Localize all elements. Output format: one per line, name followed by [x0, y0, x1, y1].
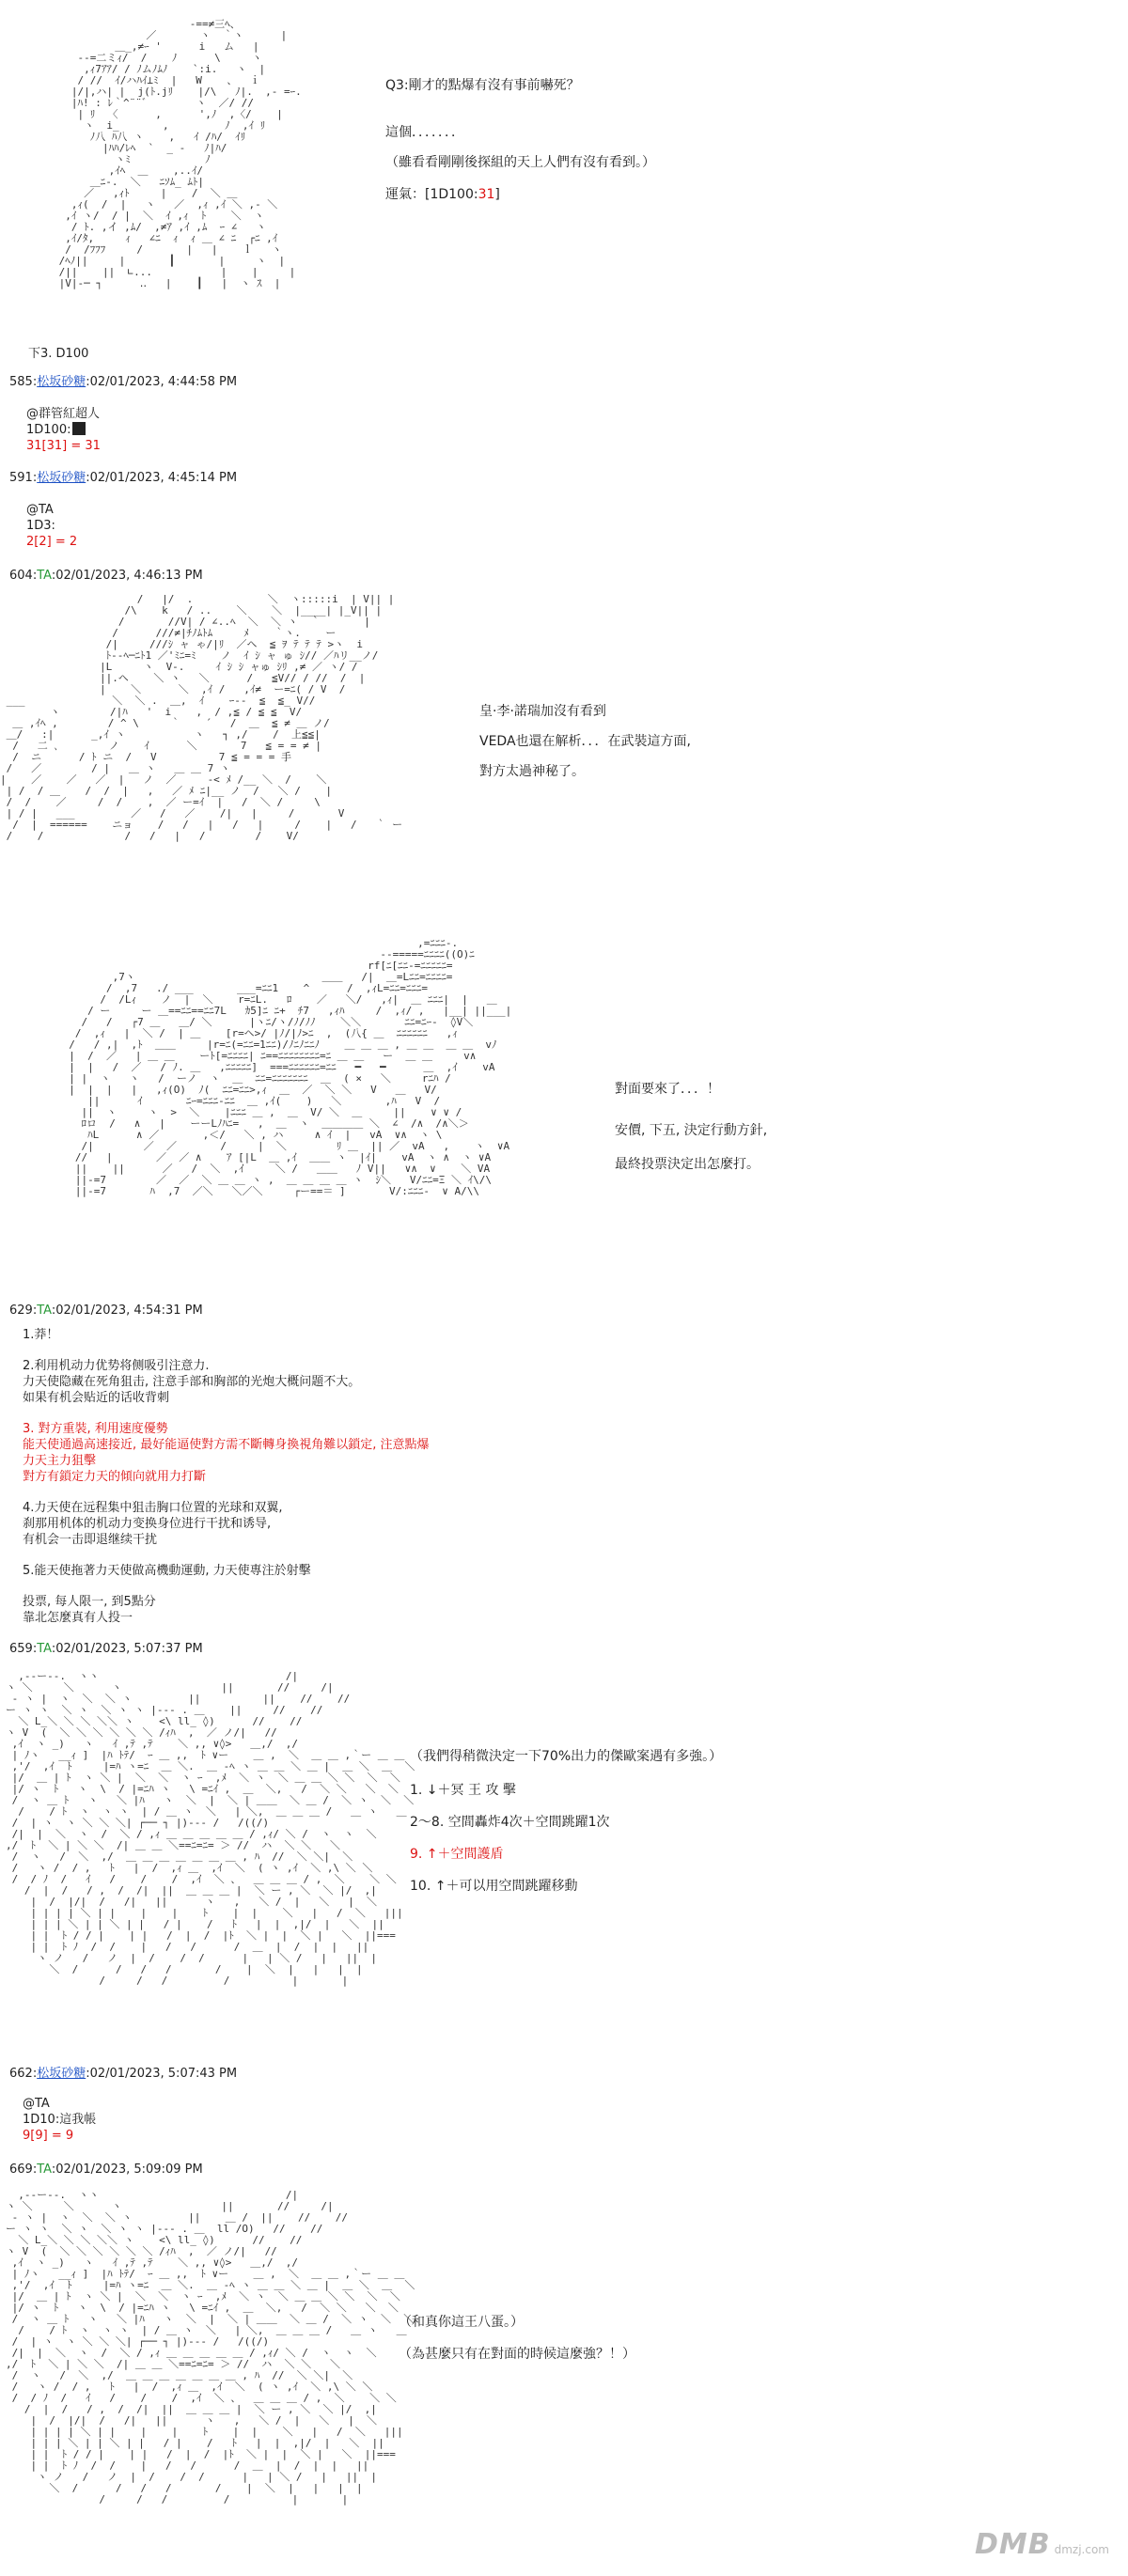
post662-roll: 1D10:這我帳: [23, 2113, 97, 2127]
post-author: TA: [37, 569, 52, 583]
post-header-659: 659:TA:02/01/2023, 5:07:37 PM: [9, 1642, 203, 1656]
option-3c: 力天主力狙擊: [23, 1454, 97, 1468]
post-header-669: 669:TA:02/01/2023, 5:09:09 PM: [9, 2162, 203, 2177]
q3-note: （雖看看剛剛後探組的天上人們有沒有看到。）: [385, 155, 655, 170]
option-4b: 刹那用机体的机动力变换身位进行干扰和诱导,: [23, 1517, 272, 1531]
vote-comment: 靠北怎麼真有人投一: [23, 1611, 133, 1625]
post669-line-1: （和真你這王八蛋。）: [399, 2315, 524, 2330]
post591-mention: @TA: [26, 503, 54, 517]
option-3d: 對方有鎖定力天的傾向就用力打斷: [23, 1470, 207, 1484]
post-header-629: 629:TA:02/01/2023, 4:54:31 PM: [9, 1304, 203, 1318]
ascii-art-character-2: / |/ . ＼ ヽ:::::i | V|| | /\ k / .. ＼ ＼ |____| |_V|| | / //V| / ∠..ﾍ ＼ ＼ ヽ ｀ | / ///≠|ﾁﾉﾑﾄﾑ ﾒ ｀ヽ. ー /| ///ｼ ャ ゃ/|ﾘ ／ヘ ≦ ｦ ﾃ ﾃ ﾃ >ヽ i ﾄ--ﾍ─ﾆﾄ1 ／'ﾐﾆ=ﾐ ノ ｲ ｼ ャ ゅ ｼ// ／ﾊリ__ノ/ |L ヽ V-. ｲ ｼ ｼ ャゅ ｼﾘ ,≠ ／ ヽ/ / ||.ヘ ＼ ヽ ＼ / ≦V// / // / | | ＼ ＼ ,ｲ / ,ｲ≠ ー=ﾆ( / V / ___ ＼ ＼ . ＿, ｲ ｰ-- ≦ ≦_ V// ヽ /|ﾊ ' i , / ,≦ / ≦ ≦ V/ ＿ ,ｲﾍ , / ^ \ ｀ ´ / ＿ ≦ ≠ ＿ ノ/ ＿/ :| _,ｲ ヽ ヽ ┐ ,/ / 上≦≦| / 二 ､ ノ ｲ ＼ 7 ≦ = = ≠ | / ニ / ﾄ ニ / V 7 ≦ = = = 手 / ／ / | ＿ ヽ ＿ ＿ 7 ヽ | ／ ／ ／ | ノ ／ -< ﾒ /__ ＼ / ＼ | / / ＿ / / | , ／ ﾒ ﾆ|__ ノ / ＼ / | / / ／ / / , ／ ー=ｲ | / ＼ / \ | / | ___ ／ / ／ /| | / V / | ====== ニョ / / | / | / | / ｀ ー / / / / | / / V/: [0, 593, 403, 842]
option-3b: 能天使通過高速接近, 最好能逼使對方需不斷轉身換視角難以鎖定, 注意點爆: [23, 1438, 430, 1452]
option-5: 5.能天使拖著力天使做高機動運動, 力天使專注於射擊: [23, 1564, 311, 1578]
post-author-link[interactable]: 松坂砂糖: [37, 471, 86, 485]
post585-roll: 1D100:: [26, 422, 101, 438]
option-2c: 如果有机会贴近的话收背刺: [23, 1391, 170, 1405]
post585-mention: @群管紅超人: [26, 407, 101, 421]
post591-result: 2[2] = 2: [26, 535, 78, 549]
watermark-logo: [975, 2528, 1109, 2561]
enemy-line-2: 安價, 下五, 決定行動方針,: [615, 1123, 768, 1138]
option-2a: 2.利用机动力优势将侧吸引注意力.: [23, 1359, 210, 1373]
post659-line-2: 1. ↓＋冥 王 攻 擊: [410, 1783, 516, 1798]
ascii-art-character-3: ,--ー--. ヽヽ /| ヽ ＼ ＼ ヽ || // /| ‐ ヽ | ヽ ＼ ＼ ヽ || || // // ー ヽ ヽ ＼ ヽ ＼ ヽ ヽ |-‐- . ＿ || // // ＼ L_＼ ＼ ＼ ＼＼ ヽ <\ ll_ ◊) // // ヽ V ( ＼ ＼ ＼ ＼ ＼ ＼ /ｨﾊ , ／ ノ/| // ,ｲ ヽ _) ヽ ｲ ,ﾃ ,ﾃ ＼ ,, ∨◊> ＿,/ ,/ | ﾉヽ __ｨ ] |ﾊ ﾄﾃ/ ｰ ＿ ,, ﾄ ∨ー ＿ , ＼ ＿ ＿ ,｀ー ＿ ＿ ,'/ ,ｲ ﾄ |=ﾊ ヽ=ﾆ ＿ ＼. ＿ -ﾍ ヽ ＿ ＿ ＼ ＿ | ＿ ＼ ＿ ＼ |/ ＿ | ﾄ ヽ ＼ | ＼ ＼ ヽ ｰ ,ﾒ ＼ ヽ ＼ ＿ ＿ ＼ ＼ ＼ ＼ |/ ヽ ﾄ ヽ \ / |=ﾆﾊ ヽ \ =ﾆｲ , ＿ ＼, / ＼ ＼ ＼ ＼ / ヽ ＿ ﾄ ヽ ＼ |ﾊ ヽ ＼ | ＼ | ＿＿ ＼ ＿ / ＼ ヽ ＼ ＼ / / ﾄ ヽ ヽ ヽ | / ＿ ヽ ＼ | ＼, ＿ ＿ ＿ / ＿ ヽ ＿ / | ヽ ヽ ＼ ＼ ＼| ┌── ┐ |)--- / /((/) /| | ＼ ヽ / ＼ / ,ｨ ＿ ＿ ＿ ＿ ＿ / ,ｨ/ ＼ / ヽ ヽ ＼ ,/ ﾄ ＼ | ＼ ＼ /| ＿ ＿ ＼==ﾆ=ﾆ= ＞ // ハ ＼ ＼ ＼ / ヽ / ＼ ,/ ＿ ＿ ＿ ＿ ＿ ＿ ＿ , ﾊ // ＼ ＼| ＼ / ヽ / / , ﾄ | / ,ｨ ＿ ,ｲ ＼ ( ヽ ,ｲ ＼ ,\ ＼ ＼ / / ﾉ / ｲ / / / ,ｲ ＼ 、 ＿ ＿ ＿ / , ＼ ＼ ＼ / | / / , / /| || ＿ ＿ ＿ | ＼ ー , ＼ ＼ |/ ,| | / |/| / /| || ヽ , ＼ / | ＼ | ＼ | | | | ＼ | | | | ﾄ | | ＼ | / ＼ ||| | | | ＼ | | ＼ | | / | / ﾄ | | ,|/ | ＼ || | | ﾄ / / | | | / | / |ﾄ ＼ | | ＼ | ＼ ||=== | | ﾄ ﾉ / / | / / / ＿ | / | | || ヽ ノ / ノ | / / / | | ＼ / | || | ＼ / / / / / | ＼ | | | | / / / / | |: [6, 1670, 415, 1987]
post-author: TA: [37, 1642, 52, 1656]
post-header-591: 591:松坂砂糖:02/01/2023, 4:45:14 PM: [9, 471, 238, 485]
q3-luck: 運氣：[1D100:31]: [385, 187, 500, 202]
vote-instruction: 投票, 每人限一, 到5點分: [23, 1595, 156, 1609]
post-author-link[interactable]: 松坂砂糖: [37, 2067, 86, 2081]
post-author: TA: [37, 2162, 52, 2177]
post604-line-1: 皇·李·諾瑞加沒有看到: [479, 704, 606, 719]
post-author-link[interactable]: 松坂砂糖: [37, 375, 86, 389]
q3-question: Q3:剛才的點爆有沒有事前嚇死？: [385, 78, 580, 93]
post585-result: 31[31] = 31: [26, 439, 101, 453]
post-header-662: 662:松坂砂糖:02/01/2023, 5:07:43 PM: [9, 2067, 238, 2081]
post-author: TA: [37, 1304, 52, 1318]
post591-roll: 1D3:: [26, 519, 55, 533]
option-3a: 3. 對方重裝, 利用速度優勢: [23, 1422, 168, 1436]
post604-line-3: 對方太過神秘了。: [479, 764, 585, 779]
post662-result: 9[9] = 9: [23, 2129, 74, 2143]
post659-line-red: 9. ↑＋空間護盾: [410, 1847, 504, 1862]
ascii-art-mecha-1: ,=ﾆﾆﾆ-. --=====ﾆﾆﾆﾆ((O)ﾆ rf[ﾆ[ﾆﾆ-=ﾆﾆﾆﾆﾆ= ,7ヽ ＿＿ /| ＿=Lﾆﾆ=ﾆﾆﾆﾆ= / ,7 ./ ___ ___=ﾆﾆ1 ^ / ,ｨL=ﾆﾆ=ﾆﾆﾆ= / /Lｨ ノ | ＼ r=ﾆL. ﾛ ／ ＼/ ,ｨ| ＿ ﾆﾆﾆ| | ＿ / ー ー ＿==ﾆﾆ==ﾆﾆ7L ｶ5]ﾆ ﾆ+ ﾁ7 ,ｨﾊ / ,ｨ/ , |__| ||___| / / ┌7 ＿ ＿/ ＼ |ヽﾆ/ヽ/ﾉ/ﾉﾉ ＼＼ ﾆﾆ=ﾆｰ- ◊V＼ / ,ｨ | ＼ / | ＿ [r=ヘ>/ |ﾉ/|ﾉ>ﾆ , (八{ ＿ ﾆﾆﾆﾆﾆﾆ ,ｨ / / ,| ,ﾄ ＿＿ |r=ﾆ(=ﾆﾆ=1ﾆﾆ)/ﾉﾆﾉﾆﾆﾉ ＿ ＿ ＿ , ＿ ＿ ＿ ＿ vﾉ | / ／ | ＿ ＿ ーﾄ[=ﾆﾆﾆﾆ| ﾆ==ﾆﾆﾆﾆﾆﾆﾆﾆ=ﾆ ＿ ＿ ー ＿ ＿ v∧ | | / ／ / ﾉ. ＿ ,ﾆﾆﾆﾆﾆ] ===ﾆﾆﾆﾆﾆﾆ=ﾆﾆ ━ ━ ＿ ,ｲ vA | | ヽ ヽ / ーノ ヽ ＿ ﾆﾆ=ﾆﾆﾆﾆﾆﾆﾆ ＿ ( × ＼ rﾆﾊ / | | | | ,ｨ(O) ﾉ( ﾆﾆ=ﾆﾆ>,ｨ ＿ ／ ＼ ＼ V ＿ V/ || ｲ ﾆｰ=ﾆﾆﾆ-ﾆﾆ ＿ ,ｲ( ) ＼ ,ﾊ V / || ヽ ヽ > ＼ |ﾆﾆﾆ ＿ , ＿ V/ ＼ ＿ || ∨ ∨ / ﾛロ / ∧ | ーーLﾉﾊﾆ= , ＿ ヽ ＿＿＿＿ ＼ ∠ /∧ /∧＼＞ ﾊL ∧ ／ ,＜/ ＼ , ハ ∧ ｲ | vA ∨∧ ヽ \ /| ／ ／ / | ＼ ﾘ ＿ || ／ vA , ヽ ∨A // | ／ ／ ∧ ｱ [|L ＿ ,ｲ ＿＿ ヽ |ｲ| vA ヽ ∧ ヽ ∨A || || ／ / ＼ ,ｲ ＼ / ＿＿ ﾉ V|| ∨∧ ∨ ＼ VA ||-=7 ／ ／ ＼ ＿ ＿ ヽ , ＿ ＿ ＿ ＿ ヽ ｼ＼ V/ﾆﾆ=Ξ ＼ ｲ\/\ ||-=7 ﾊ ,7 ／＼ ＼／＼ ┌ー==＝ ] V/:ﾆﾆﾆ- ∨ A/\\: [69, 937, 512, 1197]
dice-icon: [72, 422, 86, 435]
ascii-art-character-4: ,--ー--. ヽヽ /| ヽ ＼ ＼ ヽ || // /| ‐ ヽ | ヽ ＼ ＼ ヽ || ＿ / || // // ー ヽ ヽ ＼ ヽ ＼ ヽ ヽ |-‐- . ＿ ll /O) // // ＼ L_＼ ＼ ＼ ＼＼ ヽ <\ ll_ ◊) // // ヽ V ( ＼ ＼ ＼ ＼ ＼ ＼ /ｨﾊ , ／ ノ/| // ,ｲ ヽ _) ヽ ｲ ,ﾃ ,ﾃ ＼ ,, ∨◊> ＿,/ ,/ | ﾉヽ __ｨ ] |ﾊ ﾄﾃ/ ｰ ＿ ,, ﾄ ∨ー ＿ , ＼ ＿ ＿ ,｀ー ＿ ＿ ,'/ ,ｲ ﾄ |=ﾊ ヽ=ﾆ ＿ ＼. ＿ -ﾍ ヽ ＿ ＿ ＼ ＿ | ＿ ＼ ＿ ＼ |/ ＿ | ﾄ ヽ ＼ | ＼ ＼ ヽ ｰ ,ﾒ ＼ ヽ ＼ ＿ ＿ ＼ ＼ ＼ ＼ |/ ヽ ﾄ ヽ \ / |=ﾆﾊ ヽ \ =ﾆｲ , ＿ ＼, / ＼ ＼ ＼ ＼ / ヽ ＿ ﾄ ヽ ＼ |ﾊ ヽ ＼ | ＼ | ＿＿ ＼ ＿ / ＼ ヽ ＼ ＼ / / ﾄ ヽ ヽ ヽ | / ＿ ヽ ＼ | ＼, ＿ ＿ ＿ / ＿ ヽ ＿ / | ヽ ヽ ＼ ＼ ＼| ┌── ┐ |)--- / /((/) /| | ＼ ヽ / ＼ / ,ｨ ＿ ＿ ＿ ＿ ＿ / ,ｨ/ ＼ / ヽ ヽ ＼ ,/ ﾄ ＼ | ＼ ＼ /| ＿ ＿ ＼==ﾆ=ﾆ= ＞ // ハ ＼ ＼ ＼ / ヽ / ＼ ,/ ＿ ＿ ＿ ＿ ＿ ＿ ＿ , ﾊ // ＼ ＼| ＼ / ヽ / / , ﾄ | / ,ｨ ＿ ,ｲ ＼ ( ヽ ,ｲ ＼ ,\ ＼ ＼ / / ﾉ / ｲ / / / ,ｲ ＼ 、 ＿ ＿ ＿ / , ＼ ＼ ＼ / | / / , / /| || ＿ ＿ ＿ | ＼ ー , ＼ ＼ |/ ,| | / |/| / /| || ヽ , ＼ / | ＼ | ＼ | | | | ＼ | | | | ﾄ | | ＼ | / ＼ ||| | | | ＼ | | ＼ | | / | / ﾄ | | ,|/ | ＼ || | | ﾄ / / | | | / | / |ﾄ ＼ | | ＼ | ＼ ||=== | | ﾄ ﾉ / / | / / / ＿ | / | | || ヽ ノ / ノ | / / / | | ＼ / | || | ＼ / / / / / | ＼ | | | | / / / / | |: [6, 2189, 415, 2506]
post-header-585: 585:松坂砂糖:02/01/2023, 4:44:58 PM: [9, 375, 238, 389]
post659-line-3: 2～8. 空間轟炸4次＋空間跳躍1次: [410, 1815, 610, 1830]
post604-line-2: VEDA也還在解析．．．在武裝這方面,: [479, 734, 691, 749]
luck-value: 31: [478, 187, 495, 202]
enemy-line-3: 最終投票決定出怎麼打。: [615, 1157, 760, 1172]
watermark-site: dmzj.com: [1054, 2543, 1109, 2556]
ascii-art-character-1: -==≠三ﾍ、 ／ ヽ ｀ヽ | ＿_,≠ｰ ' i ム | --=二ミｨ/ / ﾉ \ ヽ ,ｨ7ｱｱ/ / ﾉムﾉﾑﾉ `:i. ヽ | / // ｲ/ハﾊｲ⊥ﾐ | W 、 ｉ |/|,ハ| | j(ﾄ.jﾘ |/\ ﾉ|. ,- =ｰ. |ﾊ! : ﾚ｀^¨¨゛ ヽ ／/ // | ﾘ 〈 , ',ﾉ ,〈/ | ヽ i_ , ﾉ ,ｲ ﾘ ﾉ八 ﾊ八 ヽ , ｲ /ﾊ/ ｲﾘ |ﾊﾊ/ﾚﾍ ` _ - ﾉ|ﾊ/ ヽﾐ ﾉ ,ｲﾍ ＿ ,..ｲ/ ＿ﾆ-. ＼ ﾆｿﾑ_ ﾑﾄ| ／ ,ｨﾄ | / ＼ ＿ ,ｨ( / | ヽ ／ ,ｨ ,ｲ ＼ ,- ＼ ,ｲ ヽ/ / | ＼ ｲ ,ｨ ﾄ ＼ ヽ / ﾄ. ,イ ,ﾑ/ ,≠ｱ ,ｲ ,ﾑ ｰ ∠ ヽ ,ｲ/ﾀ, ｨ ∠ﾆ ｨ ｨ ＿ ∠ ﾆ ┌ﾆ ,ｲ / /ﾌﾌﾌ / | | ｌ ヽ /ﾍﾉ|| | ┃ | ヽ | /|| || ∟... | | | |V|-─ ┐ ‥ | ┃ | ヽ ｽ |: [58, 18, 302, 289]
post662-mention: @TA: [23, 2097, 50, 2111]
option-1: 1.莽！: [23, 1328, 59, 1342]
post659-line-1: （我們得稍微決定一下70%出力的傑歐案遇有多強。）: [410, 1749, 723, 1764]
option-4c: 有机会一击即退继续干扰: [23, 1533, 158, 1547]
post629-body: [23, 1327, 430, 1626]
enemy-line-1: 對面要來了．．．！: [615, 1082, 720, 1097]
q3-answer: 這個．．．．．．．: [385, 125, 464, 140]
watermark-brand: DMB: [974, 2528, 1051, 2561]
post659-line-10: 10. ↑＋可以用空間跳躍移動: [410, 1879, 578, 1894]
option-2b: 力天使隐藏在死角狙击, 注意手部和胸部的光炮大概问题不大。: [23, 1375, 361, 1389]
post669-line-2: （為甚麼只有在對面的時候這麼強？！）: [399, 2347, 635, 2362]
option-4a: 4.力天使在远程集中狙击胸口位置的光球和双翼,: [23, 1501, 283, 1515]
q3-footer: 下3. D100: [28, 347, 89, 361]
post-header-604: 604:TA:02/01/2023, 4:46:13 PM: [9, 569, 203, 583]
